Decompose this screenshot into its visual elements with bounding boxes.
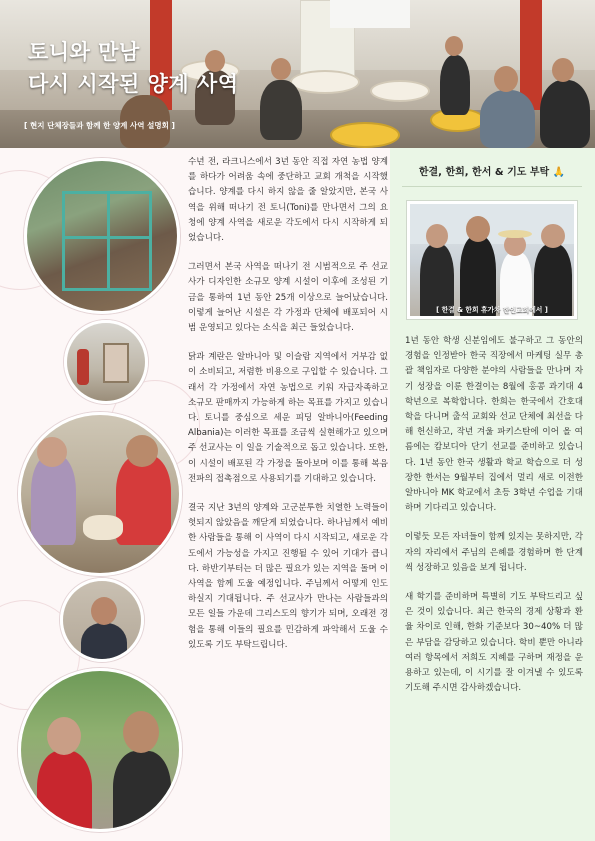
sidebar-paragraph: 이렇듯 모든 자녀들이 함께 있지는 못하지만, 각자의 자리에서 주님의 은혜를 경험하며 한 단계씩 성장하고 있음을 보게 됩니다. <box>405 532 583 573</box>
sidebar-title: 한결, 한희, 한서 & 기도 부탁 🙏 <box>402 163 582 187</box>
sidebar-paragraph: 1년 동안 학생 신분임에도 불구하고 그 동안의 경험을 인정받아 한국 직장에서 마케팅 실무 총괄 책임자로 다양한 분야의 사람들을 만나며 자기 성장을 이룬 한결이는 8월에 홍콩 과기대 4학년으로 복학합니다. 한희는 한국에서 간호대학을 다니며 출석 교회와 선교 단체에 최선을 다해 헌신하고, 작년 겨울 파키스탄에 이어 올 여름에는 캄보디아 단기 선교를 준비하고 있습니다. 1년 동안 한국 생활과 학교 학습으로 더 성장한 한서는 9월부터 집에서 멀리 새로 이전한 알바니아 MK 학교에서 초등 3학년 수업을 기대하며 기다리고 있습니다. <box>405 336 583 514</box>
page-title: 토니와 만남 <box>28 40 140 64</box>
header-photo <box>0 0 595 148</box>
family-with-chickens-photo <box>18 412 182 576</box>
article-paragraph: 닭과 계란은 알바니아 및 이슬람 지역에서 거부감 없이 소비되고, 저렴한 비용으로 구입할 수 있습니다. 그래서 각 가정에서 자연 농법으로 키워 자급자족하고 소규모 판매까지 가능하게 하는 목표를 가지고 있습니다. 토니를 중심으로 세운 피딩 알바니아(Feeding Albania)는 이러한 목표를 조금씩 실현해가고 있으며 주 선교사는 이 일을 기술적으로 돕고 있습니다. 또한, 이 시설이 배포된 각 가정을 돌아보며 이를 통해 복음 전파의 접촉점으로 사용되기를 기대하고 있습니다. <box>188 352 388 484</box>
article-paragraph: 그러면서 본국 사역을 떠나기 전 시범적으로 주 선교사가 디자인한 소규모 양계 시설이 이후에 조성된 기금을 통하여 1년 동안 25개 이상으로 늘어났습니다. 이렇게 늘어난 시설은 각 가정과 단체에 배포되어 시범 운영되고 있다는 소식을 최근 들었습니다. <box>188 262 388 334</box>
page-subtitle: 다시 시작된 양계 사역 <box>28 72 239 96</box>
sidebar-paragraph: 새 학기를 준비하며 특별히 기도 부탁드리고 싶은 것이 있습니다. 최근 한국의 경제 상황과 환율 차이로 인해, 한화 기준보다 30~40% 더 많은 부담을 감당하고 있습니다. 학비 뿐만 아니라 여러 항목에서 저희도 지혜를 구하며 재정을 운용하고 있는데, 이 시기를 잘 이겨낼 수 있도록 기도해 주시면 감사하겠습니다. <box>405 592 583 694</box>
prayer-request-sidebar <box>390 148 595 841</box>
toni-portrait-photo <box>60 578 144 662</box>
article-paragraph: 수년 전, 라크니스에서 3년 동안 직접 자연 농법 양계를 하다가 어려움 속에 중단하고 교회 개척을 시작했습니다. 양계를 다시 하지 않을 줄 알았지만, 본국 사역을 위해 떠나기 전 토니(Toni)를 만나면서 그의 요청에 양계 사역을 새로운 각도에서 다시 시작하게 되었습니다. <box>188 157 388 244</box>
article-paragraph: 결국 지난 3년의 양계와 고군분투한 치열한 노력들이 헛되지 않았음을 깨닫게 되었습니다. 하나님께서 예비한 사람들을 통해 이 사역이 다시 시작되고, 새로운 각도에서 가능성을 가지고 진행될 수 있어 기대가 큽니다. 하반기부터는 더 많은 필요가 있는 지역을 돌며 이 사역을 함께 도울 예정입니다. 주님께서 어떻게 인도하실지 기대됩니다. 주 선교사가 만나는 사람들과의 모든 일들 가운데 그리스도의 향기가 되며, 오래전 경험을 통해 이들의 필요를 민감하게 파악해서 도울 수 있도록 기도 부탁드립니다. <box>188 503 388 650</box>
coop-visit-photo <box>64 320 148 404</box>
article-body <box>188 155 388 667</box>
chicken-coop-photo <box>24 158 180 314</box>
header-photo-caption: [ 현지 단체장들과 함께 한 양계 사역 설명회 ] <box>24 121 175 130</box>
children-photo <box>407 201 577 319</box>
children-photo-caption: [ 한결 & 한희 휴가차 한인교회에서 ] <box>436 306 548 314</box>
couple-photo <box>18 668 182 832</box>
sidebar-body <box>405 334 583 710</box>
